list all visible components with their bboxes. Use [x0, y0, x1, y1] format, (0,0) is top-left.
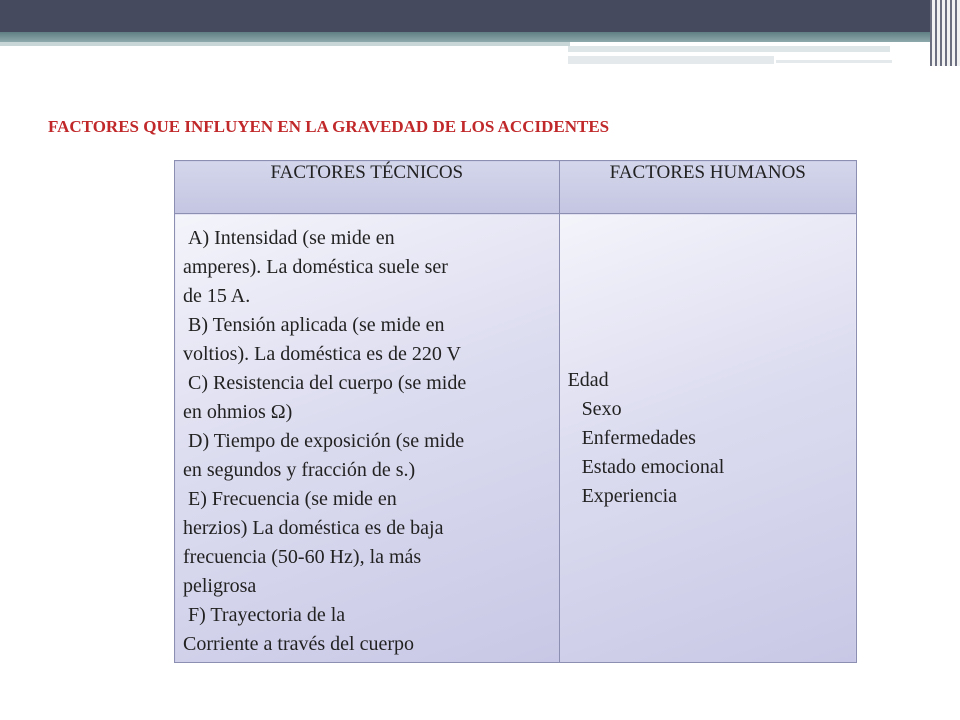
factors-table: [174, 160, 857, 663]
table-row: [175, 214, 857, 663]
technical-factor-d: [183, 427, 553, 485]
technical-factor-c: [183, 369, 553, 427]
factor-line: amperes). La doméstica suele ser: [183, 256, 448, 278]
factor-line: C) Resistencia del cuerpo (se mide: [188, 372, 467, 394]
header-band-accent: [568, 46, 890, 52]
header-stripes: [930, 0, 960, 66]
header-technical: FACTORES TÉCNICOS: [175, 161, 560, 214]
header-band-light: [0, 42, 570, 46]
human-factor-item: Estado emocional: [581, 455, 725, 478]
technical-factors-cell: [175, 214, 560, 663]
technical-factor-b: [183, 311, 553, 369]
table-header-row: [175, 161, 857, 214]
factor-line: en ohmios Ω): [183, 401, 293, 423]
technical-factor-e: [183, 485, 553, 601]
technical-factor-a: [183, 224, 553, 311]
header-band-accent: [568, 56, 774, 64]
header-band-teal: [0, 32, 930, 42]
factor-line: E) Frecuencia (se mide en: [188, 488, 397, 510]
factor-line: F) Trayectoria de la: [188, 604, 346, 626]
human-factors-cell: [559, 214, 856, 663]
header-band-dark: [0, 0, 960, 32]
human-factor-item: Enfermedades: [581, 426, 696, 449]
factor-line: A) Intensidad (se mide en: [188, 227, 395, 249]
human-factor-item: Edad: [567, 368, 609, 391]
technical-factor-f: [183, 601, 553, 659]
factor-line: D) Tiempo de exposición (se mide: [188, 430, 465, 452]
factor-line: peligrosa: [183, 575, 257, 597]
factor-line: herzios) La doméstica es de baja: [183, 517, 444, 539]
factor-line: en segundos y fracción de s.): [183, 459, 416, 481]
human-factor-item: Experiencia: [581, 484, 678, 507]
header-band-accent: [776, 60, 892, 63]
human-factor-item: Sexo: [581, 397, 622, 420]
factor-line: de 15 A.: [183, 285, 251, 307]
slide-title: FACTORES QUE INFLUYEN EN LA GRAVEDAD DE LOS ACCIDENTES: [48, 117, 610, 136]
factor-line: voltios). La doméstica es de 220 V: [183, 343, 461, 365]
factor-line: frecuencia (50-60 Hz), la más: [183, 546, 422, 568]
factor-line: Corriente a través del cuerpo: [183, 633, 415, 655]
header-human: FACTORES HUMANOS: [559, 161, 856, 214]
factor-line: B) Tensión aplicada (se mide en: [188, 314, 445, 336]
